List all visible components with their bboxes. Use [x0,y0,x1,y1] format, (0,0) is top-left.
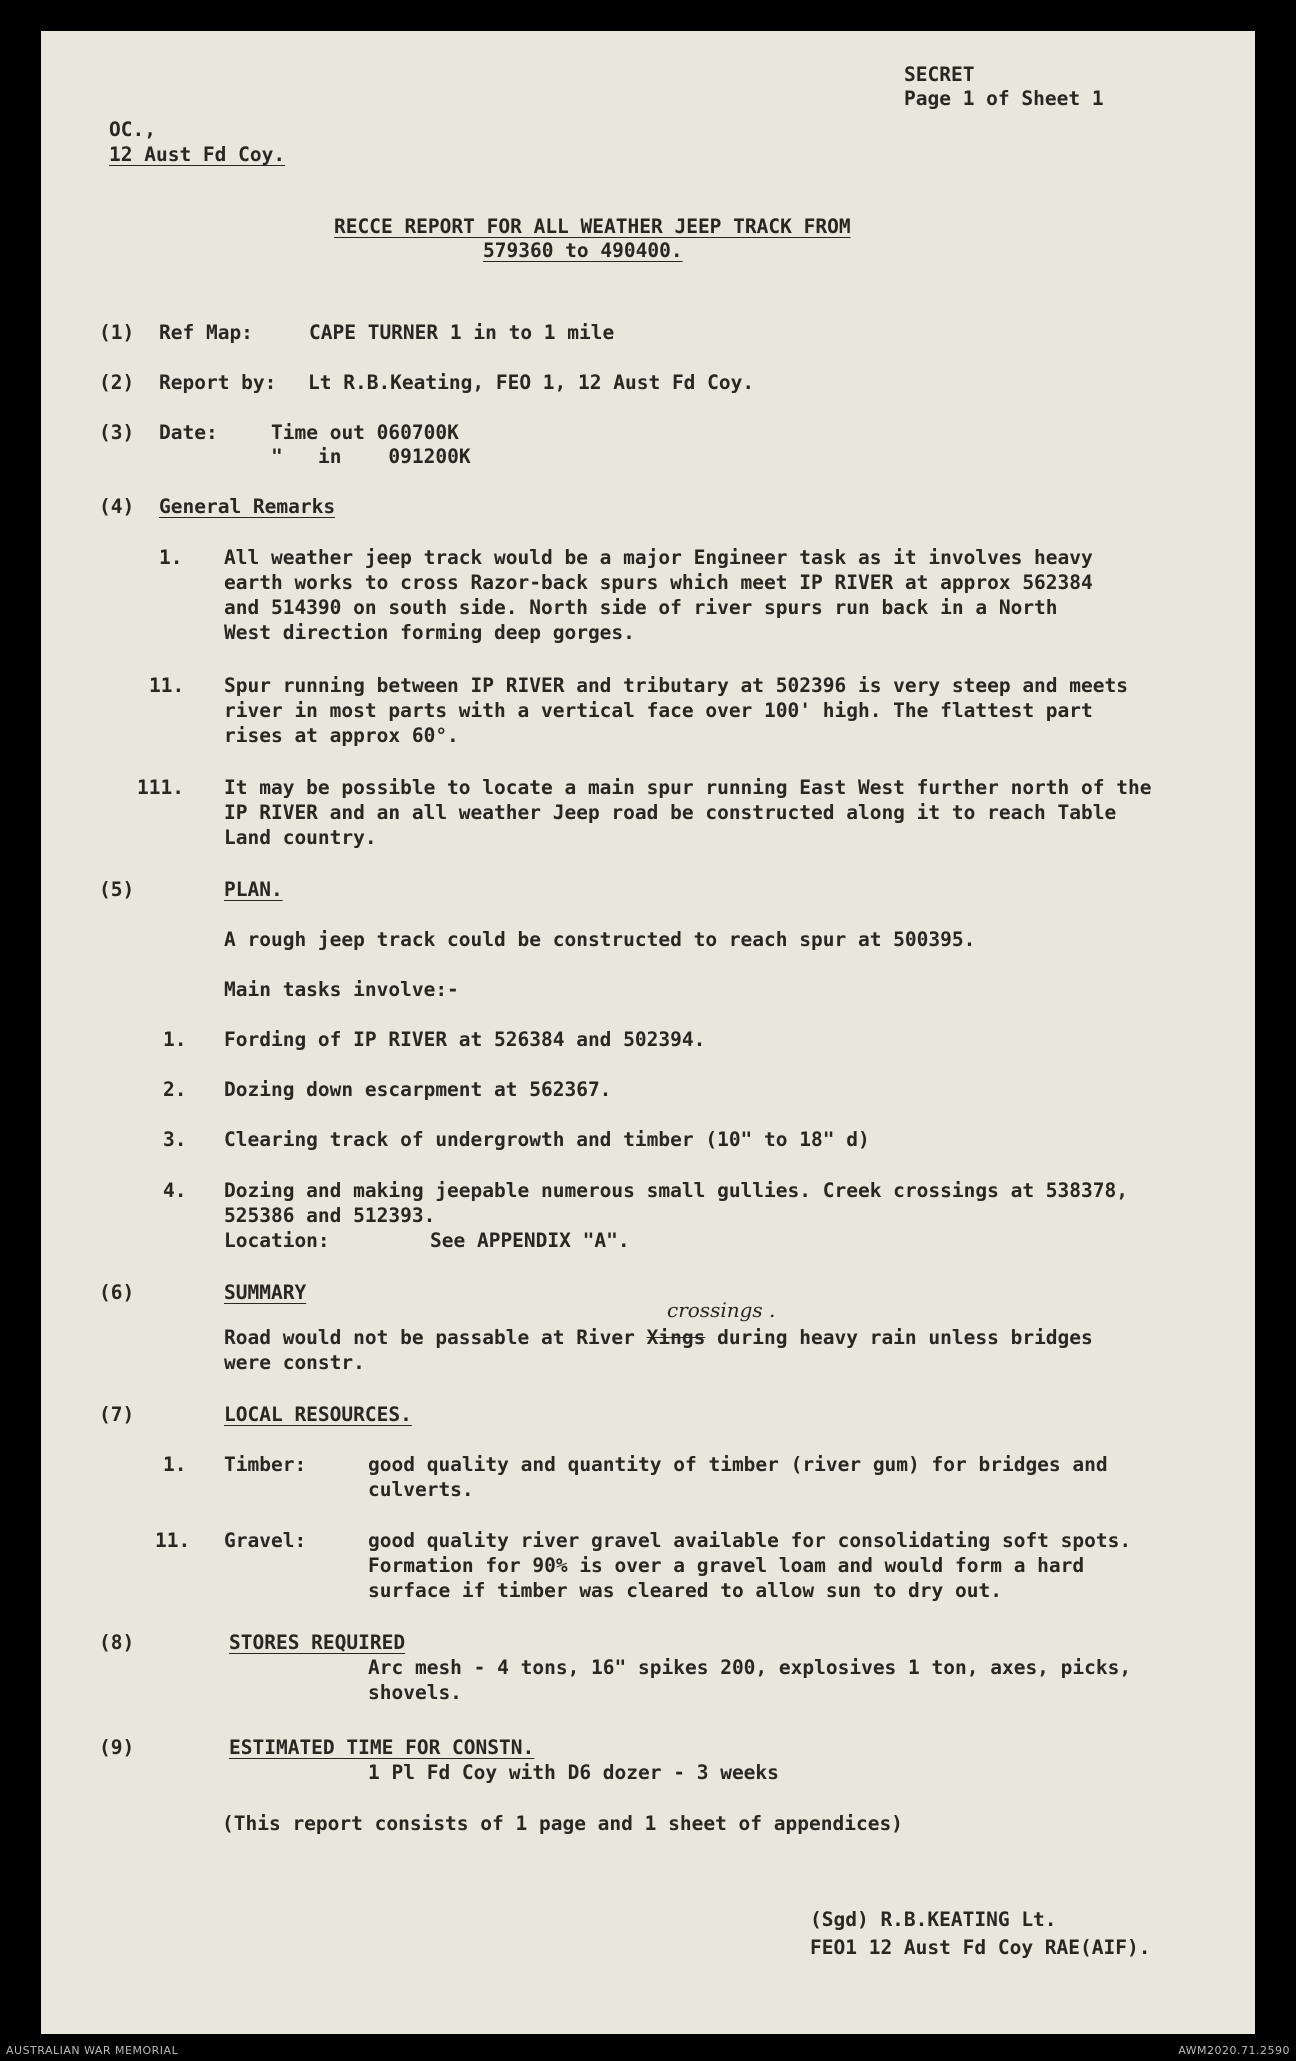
signature-line1: (Sgd) R.B.KEATING Lt. [810,1908,1057,1931]
stores-line: Arc mesh - 4 tons, 16" spikes 200, explosives 1 ton, axes, picks, [368,1656,1132,1679]
task-line: Clearing track of undergrowth and timber (10" to 18" d) [224,1128,870,1151]
item-number: (3) [99,421,135,444]
signature-line2: FEO1 12 Aust Fd Coy RAE(AIF). [810,1936,1151,1959]
classification: SECRET [904,63,975,86]
title-line2: 579360 to 490400. [483,239,683,262]
section-heading: ESTIMATED TIME FOR CONSTN. [229,1736,535,1759]
section-heading: STORES REQUIRED [229,1631,406,1654]
summary-line1: Road would not be passable at River Xings during heavy rain unless bridges [224,1326,1093,1349]
report-by-value: Lt R.B.Keating, FEO 1, 12 Aust Fd Coy. [308,371,755,394]
plan-intro: A rough jeep track could be constructed to reach spur at 500395. [224,928,976,951]
item-number: (1) [99,321,135,344]
task-number: 4. [163,1179,187,1202]
item-number: (5) [99,878,135,901]
time-out: Time out 060700K [271,421,459,444]
section-heading: SUMMARY [224,1281,307,1304]
section-heading: General Remarks [159,495,336,518]
resource-label: Gravel: [224,1529,307,1552]
stores-line: shovels. [368,1681,462,1704]
task-line: Dozing down escarpment at 562367. [224,1078,612,1101]
task-number: 2. [163,1078,187,1101]
ref-map-label: Ref Map: [159,321,253,344]
location-label: Location: [224,1229,330,1252]
section-heading: PLAN. [224,878,283,901]
para-number: 11. [149,674,185,697]
para-line: West direction forming deep gorges. [224,621,635,644]
resource-line: good quality river gravel available for consolidating soft spots. [368,1529,1132,1552]
resource-line: good quality and quantity of timber (river gum) for bridges and [368,1453,1108,1476]
task-line: Dozing and making jeepable numerous small gullies. Creek crossings at 538378, [224,1179,1128,1202]
report-by-label: Report by: [159,371,277,394]
para-line: All weather jeep track would be a major Engineer task as it involves heavy [224,546,1093,569]
para-number: 111. [137,776,184,799]
addressee-line1: OC., [109,118,156,141]
resource-line: surface if timber was cleared to allow sun to dry out. [368,1579,1002,1602]
para-line: IP RIVER and an all weather Jeep road be constructed along it to reach Table [224,801,1117,824]
handwritten-correction: crossings . [667,1298,776,1322]
section-heading: LOCAL RESOURCES. [224,1403,412,1426]
summary-line2: were constr. [224,1351,365,1374]
footer-right: AWM2020.71.2590 [1178,2044,1290,2057]
location-value: See APPENDIX "A". [430,1229,630,1252]
task-number: 3. [163,1128,187,1151]
footer-left: AUSTRALIAN WAR MEMORIAL [6,2044,179,2057]
consists-note: (This report consists of 1 page and 1 sheet of appendices) [222,1812,903,1835]
struck-text: Xings [646,1326,706,1349]
para-line: and 514390 on south side. North side of river spurs run back in a North [224,596,1058,619]
item-number: (2) [99,371,135,394]
ref-map-value: CAPE TURNER 1 in to 1 mile [309,321,615,344]
document-page [41,31,1255,2034]
date-label: Date: [159,421,218,444]
resource-number: 11. [155,1529,191,1552]
resource-line: Formation for 90% is over a gravel loam and would form a hard [368,1554,1085,1577]
resource-number: 1. [163,1453,187,1476]
time-in: " in 091200K [271,445,471,468]
item-number: (9) [99,1736,135,1759]
task-number: 1. [163,1028,187,1051]
item-number: (8) [99,1631,135,1654]
para-line: Spur running between IP RIVER and tributary at 502396 is very steep and meets [224,674,1128,697]
addressee-line2: 12 Aust Fd Coy. [109,143,286,166]
para-number: 1. [159,546,183,569]
resource-line: culverts. [368,1478,474,1501]
para-line: earth works to cross Razor-back spurs which meet IP RIVER at approx 562384 [224,571,1093,594]
resource-label: Timber: [224,1453,307,1476]
para-line: rises at approx 60°. [224,724,459,747]
item-number: (6) [99,1281,135,1304]
task-line: Fording of IP RIVER at 526384 and 502394. [224,1028,706,1051]
item-number: (7) [99,1403,135,1426]
item-number: (4) [99,495,135,518]
para-line: Land country. [224,826,377,849]
title-line1: RECCE REPORT FOR ALL WEATHER JEEP TRACK FROM [334,215,851,238]
para-line: river in most parts with a vertical face over 100' high. The flattest part [224,699,1093,722]
task-line: 525386 and 512393. [224,1204,436,1227]
para-line: It may be possible to locate a main spur running East West further north of the [224,776,1152,799]
page-info: Page 1 of Sheet 1 [904,87,1104,110]
tasks-heading: Main tasks involve:- [224,978,459,1001]
time-line: 1 Pl Fd Coy with D6 dozer - 3 weeks [368,1761,779,1784]
